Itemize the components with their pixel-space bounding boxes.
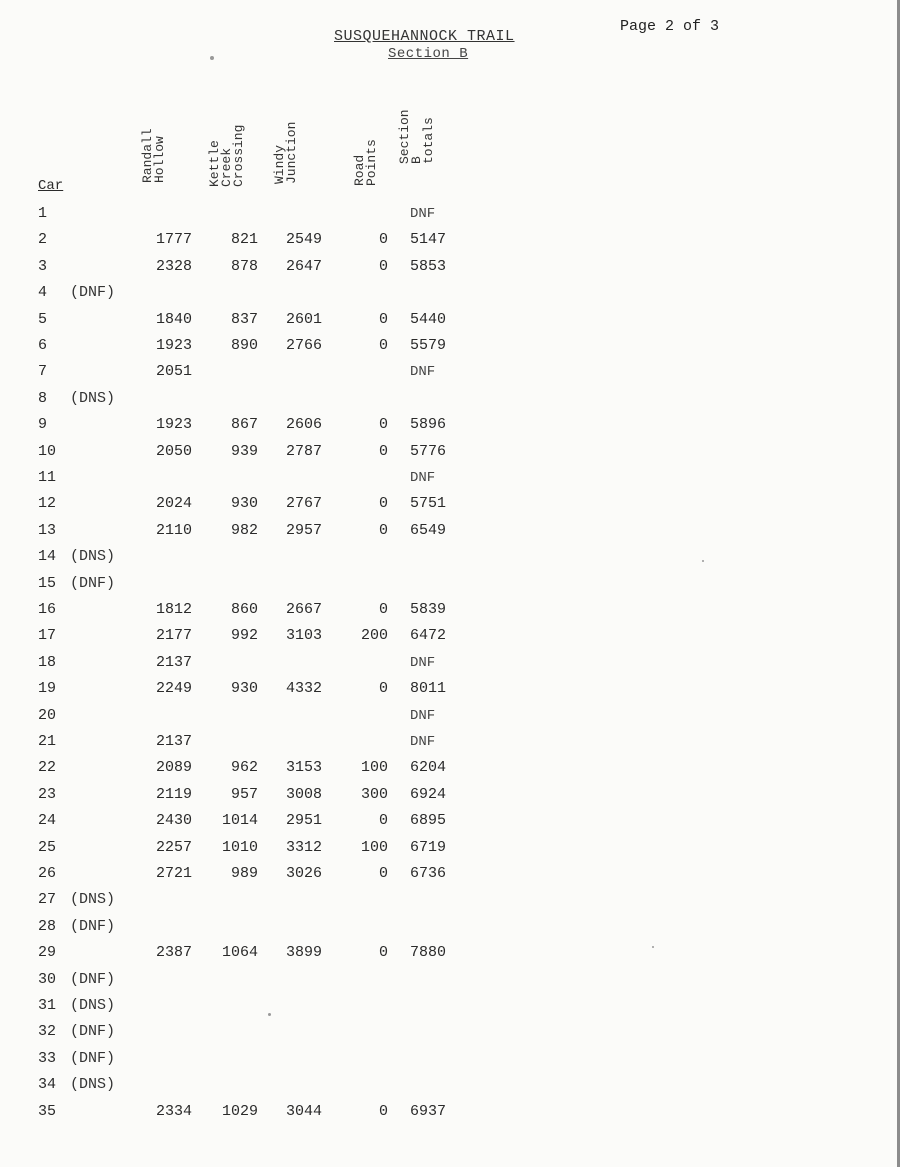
randall-hollow-value: 2328 <box>155 257 192 275</box>
randall-hollow-value: 1923 <box>155 416 192 434</box>
kettle-creek-value: 992 <box>230 627 258 645</box>
table-row <box>0 864 900 890</box>
table-row <box>0 468 900 494</box>
document-title: SUSQUEHANNOCK TRAIL <box>334 28 515 45</box>
car-number: 6 <box>38 337 48 354</box>
randall-hollow-value: 2177 <box>155 627 192 645</box>
randall-hollow-value: 2110 <box>155 521 192 539</box>
table-row <box>0 1049 900 1075</box>
kettle-creek-value: 890 <box>230 337 258 354</box>
car-status: (DNS) <box>70 389 116 407</box>
section-total-value: 5751 <box>410 495 447 513</box>
section-total-value: 6204 <box>410 759 447 777</box>
randall-hollow-value: 2137 <box>155 733 192 750</box>
section-total-value: 6736 <box>410 865 447 882</box>
windy-junction-value: 2951 <box>285 812 322 830</box>
road-points-value: 200 <box>360 627 388 645</box>
page-number: Page 2 of 3 <box>620 18 720 35</box>
kettle-creek-value: 1010 <box>221 838 258 856</box>
table-row <box>0 1102 900 1128</box>
road-points-value: 0 <box>378 337 388 354</box>
table-row <box>0 415 900 441</box>
table-row <box>0 283 900 309</box>
table-row <box>0 442 900 468</box>
car-number: 9 <box>38 416 48 434</box>
car-number: 3 <box>38 257 48 275</box>
section-total-value: 5776 <box>410 442 447 460</box>
table-row <box>0 1022 900 1048</box>
col-header-road-points: Road Points <box>352 139 379 186</box>
randall-hollow-value: 2089 <box>155 759 192 777</box>
table-row <box>0 811 900 837</box>
section-total-value: 6472 <box>410 627 447 645</box>
randall-hollow-value: 1812 <box>155 601 192 618</box>
section-total-value: DNF <box>410 734 436 750</box>
table-row <box>0 626 900 652</box>
table-row <box>0 653 900 679</box>
car-number: 20 <box>38 706 57 724</box>
windy-junction-value: 3044 <box>285 1102 322 1120</box>
car-number: 21 <box>38 733 57 750</box>
car-number: 30 <box>38 970 57 988</box>
car-number: 13 <box>38 521 57 539</box>
table-row <box>0 389 900 415</box>
kettle-creek-value: 930 <box>230 680 258 698</box>
table-row <box>0 996 900 1022</box>
scan-speck <box>268 1013 271 1016</box>
windy-junction-value: 2601 <box>285 310 322 328</box>
car-number: 25 <box>38 838 57 856</box>
car-number: 10 <box>38 442 57 460</box>
randall-hollow-value: 2119 <box>155 785 192 803</box>
windy-junction-value: 2767 <box>285 495 322 513</box>
car-number: 28 <box>38 917 57 935</box>
car-number: 31 <box>38 997 57 1014</box>
section-total-value: 5579 <box>410 337 447 354</box>
car-status: (DNS) <box>70 997 116 1014</box>
col-header-randall-hollow: Randall Hollow <box>140 128 167 183</box>
section-total-value: 8011 <box>410 680 447 698</box>
road-points-value: 100 <box>360 838 388 856</box>
kettle-creek-value: 989 <box>230 865 258 882</box>
car-number: 18 <box>38 653 57 671</box>
car-status: (DNF) <box>70 284 116 302</box>
randall-hollow-value: 2257 <box>155 838 192 856</box>
table-row <box>0 970 900 996</box>
col-header-section-b-totals: Section B totals <box>397 109 436 164</box>
car-number: 7 <box>38 363 48 381</box>
table-row <box>0 838 900 864</box>
car-status: (DNF) <box>70 970 116 988</box>
table-row <box>0 547 900 573</box>
road-points-value: 0 <box>378 944 388 962</box>
road-points-value: 300 <box>360 785 388 803</box>
table-row <box>0 600 900 626</box>
table-row <box>0 230 900 256</box>
car-number: 19 <box>38 680 57 698</box>
table-row <box>0 706 900 732</box>
kettle-creek-value: 962 <box>230 759 258 777</box>
car-number: 16 <box>38 601 57 618</box>
car-number: 22 <box>38 759 57 777</box>
windy-junction-value: 2787 <box>285 442 322 460</box>
car-number: 35 <box>38 1102 57 1120</box>
car-number: 17 <box>38 627 57 645</box>
randall-hollow-value: 2050 <box>155 442 192 460</box>
road-points-value: 100 <box>360 759 388 777</box>
windy-junction-value: 3103 <box>285 627 322 645</box>
section-total-value: 6895 <box>410 812 447 830</box>
car-number: 12 <box>38 495 57 513</box>
windy-junction-value: 3899 <box>285 944 322 962</box>
scan-speck <box>702 560 704 562</box>
kettle-creek-value: 1064 <box>221 944 258 962</box>
section-total-value: DNF <box>410 364 436 381</box>
car-status: (DNS) <box>70 891 116 909</box>
car-number: 29 <box>38 944 57 962</box>
col-header-kettle-creek-crossing: Kettle Creek Crossing <box>207 124 246 187</box>
table-row <box>0 917 900 943</box>
car-number: 23 <box>38 785 57 803</box>
car-status: (DNF) <box>70 574 116 592</box>
randall-hollow-value: 2137 <box>155 653 192 671</box>
section-total-value: 6719 <box>410 838 447 856</box>
table-row <box>0 574 900 600</box>
randall-hollow-value: 2430 <box>155 812 192 830</box>
randall-hollow-value: 2024 <box>155 495 192 513</box>
section-total-value: DNF <box>410 470 436 486</box>
table-row <box>0 890 900 916</box>
section-total-value: 6549 <box>410 521 447 539</box>
table-row <box>0 257 900 283</box>
table-row <box>0 362 900 388</box>
road-points-value: 0 <box>378 865 388 882</box>
table-row <box>0 204 900 230</box>
car-number: 26 <box>38 865 57 882</box>
section-total-value: 5896 <box>410 416 447 434</box>
car-number: 11 <box>38 469 57 486</box>
section-total-value: 6924 <box>410 785 447 803</box>
road-points-value: 0 <box>378 257 388 275</box>
car-number: 2 <box>38 231 48 249</box>
windy-junction-value: 2667 <box>285 601 322 618</box>
kettle-creek-value: 957 <box>230 785 258 803</box>
table-row <box>0 1075 900 1101</box>
road-points-value: 0 <box>378 442 388 460</box>
car-number: 1 <box>38 205 48 222</box>
car-number: 15 <box>38 574 57 592</box>
car-number: 14 <box>38 548 57 566</box>
section-total-value: DNF <box>410 707 436 724</box>
road-points-value: 0 <box>378 310 388 328</box>
car-number: 32 <box>38 1023 57 1041</box>
car-number: 27 <box>38 891 57 909</box>
windy-junction-value: 3026 <box>285 865 322 882</box>
windy-junction-value: 2957 <box>285 521 322 539</box>
road-points-value: 0 <box>378 495 388 513</box>
kettle-creek-value: 878 <box>230 257 258 275</box>
table-row <box>0 521 900 547</box>
kettle-creek-value: 821 <box>230 231 258 249</box>
section-total-value: 7880 <box>410 944 447 962</box>
scan-speck <box>210 56 214 60</box>
windy-junction-value: 2647 <box>285 257 322 275</box>
table-row <box>0 758 900 784</box>
randall-hollow-value: 2249 <box>155 680 192 698</box>
section-total-value: 6937 <box>410 1102 447 1120</box>
section-total-value: 5147 <box>410 231 447 249</box>
section-subtitle: Section B <box>388 46 469 62</box>
car-status: (DNF) <box>70 1049 116 1067</box>
table-row <box>0 336 900 362</box>
table-row <box>0 310 900 336</box>
randall-hollow-value: 2051 <box>155 363 192 381</box>
table-row <box>0 732 900 758</box>
section-total-value: DNF <box>410 206 436 222</box>
windy-junction-value: 3008 <box>285 785 322 803</box>
kettle-creek-value: 939 <box>230 442 258 460</box>
randall-hollow-value: 1840 <box>155 310 192 328</box>
table-row <box>0 785 900 811</box>
road-points-value: 0 <box>378 521 388 539</box>
kettle-creek-value: 1029 <box>221 1102 258 1120</box>
section-total-value: 5853 <box>410 257 447 275</box>
windy-junction-value: 4332 <box>285 680 322 698</box>
car-number: 5 <box>38 310 48 328</box>
windy-junction-value: 2766 <box>285 337 322 354</box>
randall-hollow-value: 2721 <box>155 865 192 882</box>
windy-junction-value: 3312 <box>285 838 322 856</box>
randall-hollow-value: 2334 <box>155 1102 192 1120</box>
windy-junction-value: 3153 <box>285 759 322 777</box>
section-total-value: DNF <box>410 654 436 671</box>
table-row <box>0 494 900 520</box>
road-points-value: 0 <box>378 601 388 618</box>
col-header-windy-junction: Windy Junction <box>272 121 299 184</box>
windy-junction-value: 2549 <box>285 231 322 249</box>
car-status: (DNS) <box>70 1076 116 1094</box>
randall-hollow-value: 1923 <box>155 337 192 354</box>
kettle-creek-value: 860 <box>230 601 258 618</box>
car-status: (DNF) <box>70 917 116 935</box>
road-points-value: 0 <box>378 812 388 830</box>
kettle-creek-value: 1014 <box>221 812 258 830</box>
road-points-value: 0 <box>378 231 388 249</box>
col-header-car: Car <box>38 178 64 194</box>
windy-junction-value: 2606 <box>285 416 322 434</box>
car-number: 4 <box>38 284 48 302</box>
car-status: (DNS) <box>70 548 116 566</box>
road-points-value: 0 <box>378 416 388 434</box>
kettle-creek-value: 867 <box>230 416 258 434</box>
kettle-creek-value: 930 <box>230 495 258 513</box>
car-number: 33 <box>38 1049 57 1067</box>
car-number: 34 <box>38 1076 57 1094</box>
car-number: 8 <box>38 389 48 407</box>
table-row <box>0 943 900 969</box>
kettle-creek-value: 982 <box>230 521 258 539</box>
road-points-value: 0 <box>378 680 388 698</box>
scan-speck <box>652 946 654 948</box>
table-row <box>0 679 900 705</box>
section-total-value: 5839 <box>410 601 447 618</box>
kettle-creek-value: 837 <box>230 310 258 328</box>
randall-hollow-value: 1777 <box>155 231 192 249</box>
car-status: (DNF) <box>70 1023 116 1041</box>
car-number: 24 <box>38 812 57 830</box>
randall-hollow-value: 2387 <box>155 944 192 962</box>
section-total-value: 5440 <box>410 310 447 328</box>
road-points-value: 0 <box>378 1102 388 1120</box>
